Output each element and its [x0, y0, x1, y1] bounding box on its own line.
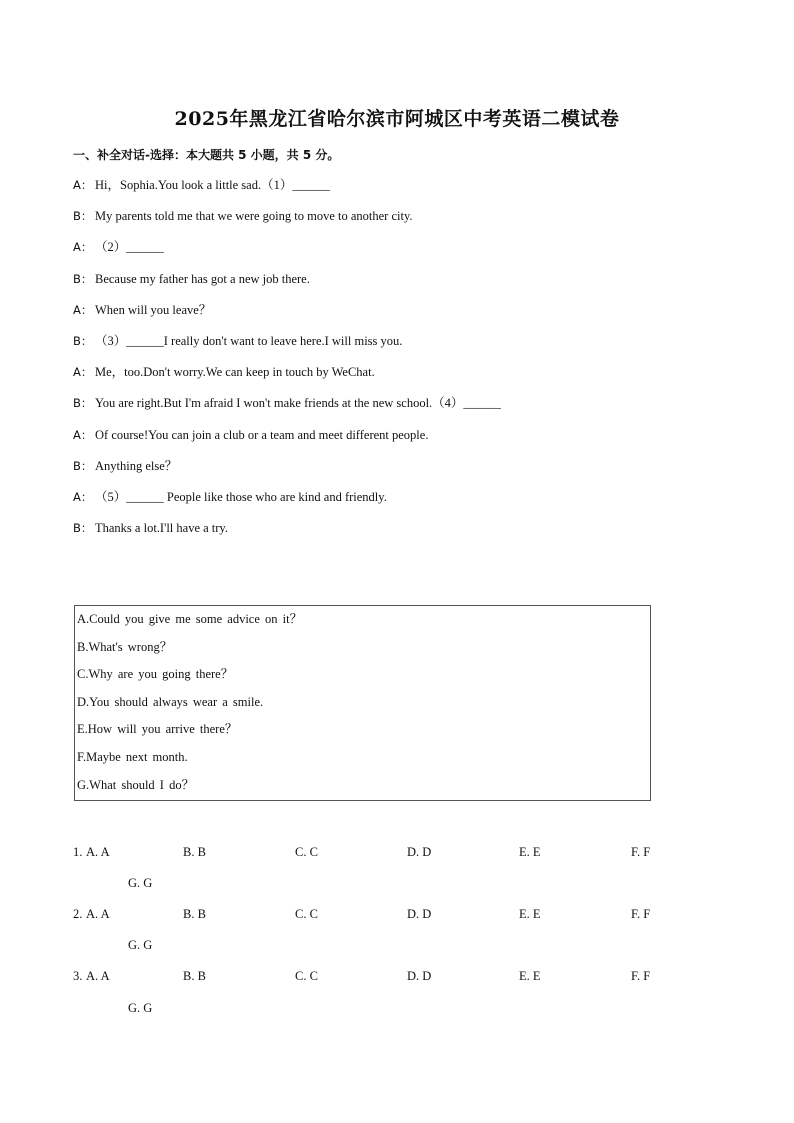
- question-number: 2.: [73, 907, 83, 921]
- question-number: 1.: [73, 845, 83, 859]
- speaker-label: A：: [73, 427, 93, 442]
- dialogue-line: [73, 269, 723, 300]
- dialogue-text: Because my father has got a new job there.: [95, 271, 310, 286]
- option-item: D.You should always wear a smile.: [77, 694, 264, 709]
- choice-c[interactable]: C. C: [295, 907, 318, 921]
- options-box: [74, 605, 651, 801]
- dialogue: [73, 175, 723, 549]
- dialogue-text: （3）______I really don't want to leave here.I will miss you.: [95, 333, 403, 348]
- dialogue-line: [73, 331, 723, 362]
- dialogue-text: My parents told me that we were going to move to another city.: [95, 209, 413, 224]
- speaker-label: B：: [73, 458, 93, 473]
- dialogue-text: Of course!You can join a club or a team and meet different people.: [95, 427, 429, 442]
- speaker-label: A：: [73, 302, 93, 317]
- dialogue-text: Hi，Sophia.You look a little sad.（1）______: [95, 178, 330, 192]
- dialogue-line: [73, 175, 723, 206]
- question-number: 3.: [73, 969, 83, 983]
- section-heading: 一、补全对话-选择：本大题共 5 小题，共 5 分。: [73, 148, 340, 162]
- dialogue-line: [73, 237, 723, 268]
- question-row-continued: [0, 873, 794, 893]
- choice-g[interactable]: G. G: [128, 1001, 153, 1015]
- option-item: A.Could you give me some advice on it？: [77, 612, 303, 626]
- choice-g[interactable]: G. G: [128, 938, 153, 952]
- speaker-label: A：: [73, 489, 93, 504]
- dialogue-text: （5）______ People like those who are kind and friendly.: [95, 489, 387, 504]
- option-item: C.Why are you going there？: [77, 667, 234, 682]
- choice-b[interactable]: B. B: [183, 845, 206, 859]
- choice-e[interactable]: E. E: [519, 845, 541, 859]
- dialogue-text: Me，too.Don't worry.We can keep in touch by WeChat.: [95, 365, 375, 380]
- choice-b[interactable]: B. B: [183, 969, 206, 983]
- option-item: G.What should I do？: [77, 777, 195, 792]
- speaker-label: A：: [73, 240, 93, 255]
- dialogue-line: [73, 362, 723, 393]
- speaker-label: A：: [73, 178, 93, 192]
- option-item: B.What's wrong？: [77, 639, 173, 654]
- speaker-label: B：: [73, 333, 93, 348]
- dialogue-line: [73, 425, 723, 456]
- speaker-label: B：: [73, 521, 93, 536]
- question-row: [0, 904, 794, 924]
- dialogue-text: You are right.But I'm afraid I won't make friends at the new school.（4）______: [95, 396, 501, 411]
- question-row-continued: [0, 935, 794, 955]
- dialogue-line: [73, 456, 723, 487]
- dialogue-line: [73, 393, 723, 424]
- dialogue-text: When will you leave？: [95, 302, 212, 317]
- choice-e[interactable]: E. E: [519, 907, 541, 921]
- page-title: 2025年黑龙江省哈尔滨市阿城区中考英语二模试卷: [174, 108, 620, 130]
- choice-a[interactable]: A. A: [86, 845, 110, 859]
- choice-e[interactable]: E. E: [519, 969, 541, 983]
- dialogue-line: [73, 300, 723, 331]
- question-row: [0, 842, 794, 862]
- choice-c[interactable]: C. C: [295, 845, 318, 859]
- choice-d[interactable]: D. D: [407, 907, 432, 921]
- choice-d[interactable]: D. D: [407, 845, 432, 859]
- dialogue-line: [73, 206, 723, 237]
- dialogue-text: （2）______: [95, 240, 164, 255]
- option-item: F.Maybe next month.: [77, 749, 188, 764]
- dialogue-line: [73, 518, 723, 549]
- question-row: [0, 966, 794, 986]
- speaker-label: B：: [73, 396, 93, 411]
- choice-b[interactable]: B. B: [183, 907, 206, 921]
- choice-f[interactable]: F. F: [631, 969, 651, 983]
- choice-g[interactable]: G. G: [128, 876, 153, 890]
- choice-f[interactable]: F. F: [631, 907, 651, 921]
- speaker-label: B：: [73, 209, 93, 224]
- choice-f[interactable]: F. F: [631, 845, 651, 859]
- choice-c[interactable]: C. C: [295, 969, 318, 983]
- dialogue-line: [73, 487, 723, 518]
- speaker-label: A：: [73, 365, 93, 380]
- choice-a[interactable]: A. A: [86, 907, 110, 921]
- choice-d[interactable]: D. D: [407, 969, 432, 983]
- dialogue-text: Thanks a lot.I'll have a try.: [95, 521, 228, 536]
- option-item: E.How will you arrive there？: [77, 722, 238, 737]
- question-row-continued: [0, 998, 794, 1018]
- dialogue-text: Anything else？: [95, 458, 178, 473]
- speaker-label: B：: [73, 271, 93, 286]
- choice-a[interactable]: A. A: [86, 969, 110, 983]
